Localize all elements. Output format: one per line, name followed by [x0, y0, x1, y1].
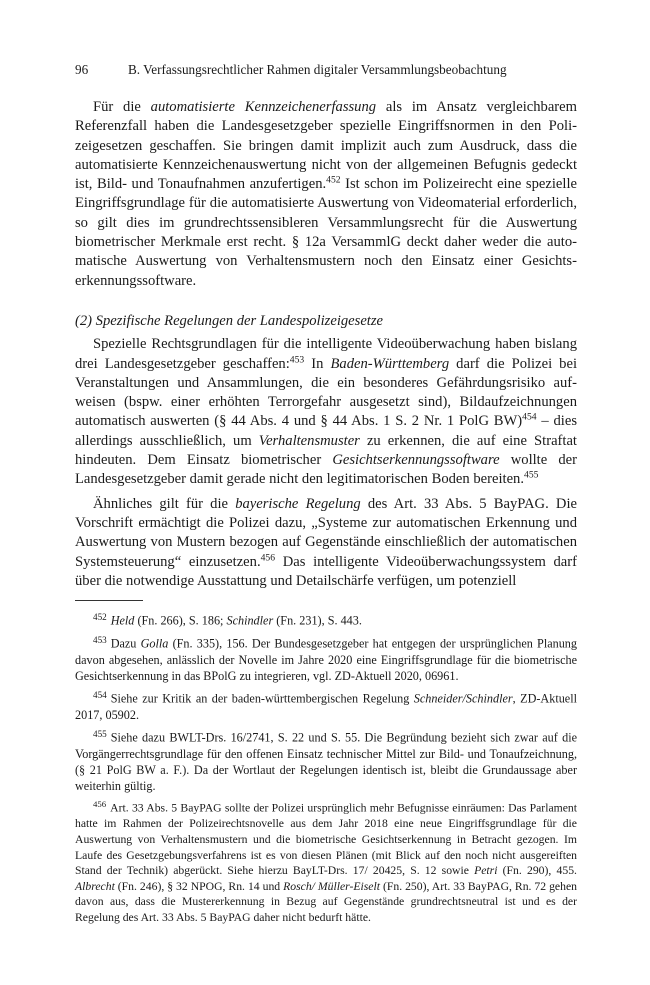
footnote-ref[interactable]: 456	[260, 552, 276, 564]
footnote-ref[interactable]: 452	[326, 174, 341, 186]
footnote-number: 454	[93, 690, 107, 701]
running-header	[75, 62, 577, 78]
footnotes	[75, 609, 577, 925]
footnote-number: 453	[93, 634, 107, 645]
footnote-number: 452	[93, 612, 107, 623]
footnote-ref[interactable]: 455	[524, 470, 539, 482]
footnote-separator	[75, 600, 143, 601]
paragraph: Ähnliches gilt für die bayerische Regelung des Art. 33 Abs. 5 BayPAG. Die Vorschrift ermächtigt die Polizei dazu, „Systeme zur automatischen Erkennung und Auswertung von Mustern bezogen auf Gegenstände einschließlich der automatischen Systemsteuerung“ einzusetzen.$^{456}$ Das intelligente Videoüberwachungssystem darf über die notwendige Ausstattung und Detailschärfe verfügen, um potenziell	[75, 495, 577, 589]
paragraph: Spezielle Rechtsgrundlagen für die intelligente Videoüberwachung haben bislang drei Landesgesetzgeber geschaffen:$^{453}$ In Baden-Württemberg darf die Polizei bei Veranstaltungen und Ansammlungen, die ein besonderes Gefährdungsrisiko aufweisen (bspw. einer erhöhten Terrorgefahr ausgesetzt sind), Bildaufzeichnungen automatisch auswerten (§ 44 Abs. 4 und § 44 Abs. 1 S. 2 Nr. 1 PolG BW)$^{454}$ – dies allerdings ausschließlich, um Verhaltensmuster zu erkennen, die auf eine Straftat hindeuten. Dem Einsatz biometrischer Gesichtserkennungssoftware wollte der Landesgesetzgeber damit gerade nicht den legitimatorischen Boden bereiten.$^{455}$	[75, 336, 577, 488]
footnote-number: 455	[93, 729, 107, 740]
emphasis: Verhaltensmuster	[258, 432, 360, 449]
emphasis: Baden-Württemberg	[330, 355, 450, 372]
emphasis: Gesichtserkennungssoftware	[332, 452, 500, 469]
paragraph: Für die automatisierte Kennzeichenerfassung als im Ansatz vergleichbarem Referenzfall haben die Landesgesetzgeber spezielle Eingriffsnormen in den Polizeigesetzen geschaffen. Sie bringen damit implizit auch zum Ausdruck, dass die automatisierte Kennzeichenauswertung nicht von der allgemeinen Befugnis gedeckt ist, Bild- und Tonaufnahmen anzufertigen.$^{452}$ Ist schon im Polizeirecht eine spezielle Eingriffsgrundlage für die automatisierte Auswertung von Videomaterial erforderlich, so gilt dies im grundrechtssensibleren Versammlungsrecht für die Auswertung biometrischer Merkmale erst recht. § 12a VersammlG deckt daher weder die automatische Auswertung von Verhaltensmustern noch den Einsatz einer Gesichtserkennungssoftware.	[75, 99, 577, 289]
footnote: $^{455}$ Siehe dazu BWLT-Drs. 16/2741, S. 22 und S. 55. Die Begründung bezieht sich zwar auf die Vorgängerrechtsgrundlage für den offenen Einsatz technischer Mittel zur Bild- und Tonaufzeichnung, (§ 21 PolG BW a. F.). Da der Wortlaut der Regelungen identisch ist, bleibt die Grundaussage aber weiterhin gültig.	[75, 729, 577, 794]
footnote: $^{456}$ Art. 33 Abs. 5 BayPAG sollte der Polizei ursprünglich mehr Befugnisse einräumen: Das Parlament hatte im Rahmen der Polizeirechtsnovelle aus dem Jahr 2018 eine neue Eingriffsgrundlage für die Auswertung von Verhaltensmustern und die biometrische Gesichtserkennung in Betracht gezogen. Im Laufe des Gesetzgebungsverfahrens ist es von diesen Plänen (mit Blick auf den noch nicht ausgereiften Stand der Technik) abgerückt. Siehe hierzu BayLT-Drs. 17/ 20425, S. 12 sowie Petri (Fn. 290), 455. Albrecht (Fn. 246), § 32 NPOG, Rn. 14 und Rosch/ Müller-Eiselt (Fn. 250), Art. 33 BayPAG, Rn. 72 gehen davon aus, dass die Mustererkennung in Bezug auf Gegenstände grundrechtsneutral ist und es der Regelung des Art. 33 Abs. 5 BayPAG daher nicht bedurft hätte.	[75, 799, 577, 924]
footnote-ref[interactable]: 454	[522, 412, 537, 424]
emphasis: automatisierte Kennzeichenerfassung	[150, 99, 377, 115]
main-text	[75, 98, 577, 591]
running-title: B. Verfassungsrechtlicher Rahmen digitaler Versammlungsbeobachtung	[128, 62, 507, 77]
footnote: $^{454}$ Siehe zur Kritik an der baden-württembergischen Regelung Schneider/Schindler, ZD-Aktuell 2017, 05902.	[75, 690, 577, 722]
page-number: 96	[75, 62, 89, 77]
book-page	[75, 62, 577, 929]
footnote: $^{452}$ Held (Fn. 266), S. 186; Schindler (Fn. 231), S. 443.	[93, 612, 362, 628]
footnote: $^{453}$ Dazu Golla (Fn. 335), 156. Der Bundesgesetzgeber hat entgegen der ursprünglichen Planung davon abgesehen, anlässlich der Novelle im Jahre 2020 eine Eingriffsgrundlage für die biometrische Gesichtserkennung in das BPolG zu integrieren, vgl. ZD-Aktuell 2020, 06961.	[75, 634, 577, 683]
section-subheading: (2) Spezifische Regelungen der Landespolizeigesetze	[75, 312, 384, 329]
emphasis: bayerische Regelung	[235, 495, 361, 512]
footnote-number: 456	[93, 799, 107, 810]
footnote-ref[interactable]: 453	[289, 354, 305, 366]
